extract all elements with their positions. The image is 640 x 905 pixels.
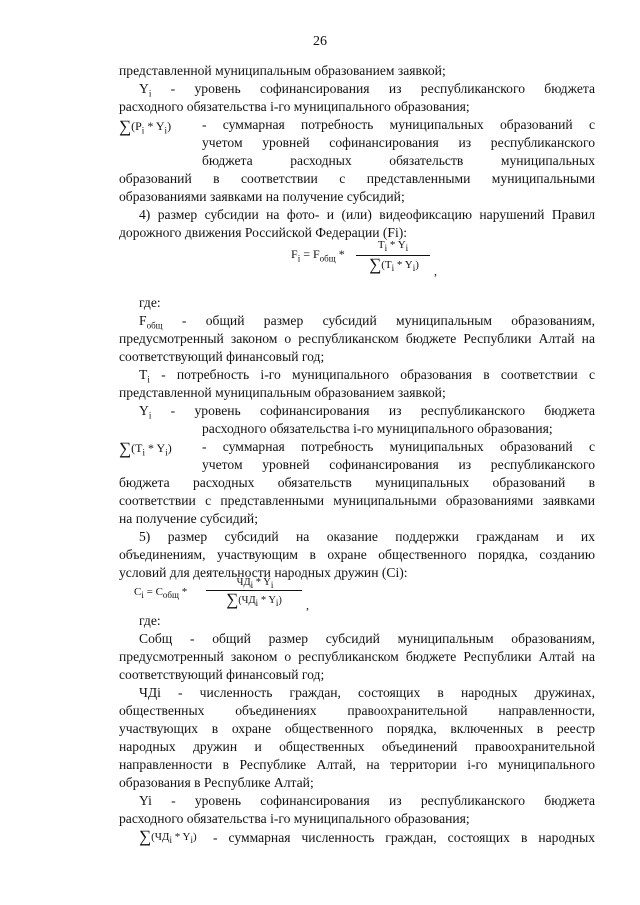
- subscript: i: [142, 447, 145, 458]
- subscript: i: [297, 253, 301, 264]
- sum-p-y-formula: [119, 117, 171, 139]
- formula-part: C: [155, 586, 163, 598]
- subscript: i: [141, 125, 145, 136]
- subscript: i: [250, 580, 254, 591]
- subscript: i: [405, 243, 409, 254]
- var-f: F: [139, 313, 147, 328]
- subscript: i: [148, 88, 152, 99]
- text-line: участвующих в охране общественного порядка, включенных в реестр: [119, 721, 595, 736]
- formula-part: ЧД: [236, 577, 251, 588]
- subscript: i: [270, 580, 274, 591]
- sigma-symbol: ∑: [119, 439, 132, 458]
- text-line: предусмотренный законом о республиканском бюджете Республики Алтай на: [119, 331, 595, 346]
- formula-part: (ЧД: [238, 595, 256, 606]
- sigma-symbol: ∑: [369, 255, 382, 274]
- text-line: Yi - уровень софинансирования из республиканского бюджета: [139, 793, 595, 808]
- text-line: на получение субсидий;: [119, 511, 258, 526]
- text-line: представленной муниципальным образованием заявкой;: [119, 63, 446, 78]
- text-line: - суммарная численность граждан, состоящих в народных: [213, 830, 595, 845]
- sum-chd-y-formula: [139, 828, 197, 849]
- formula-ci-denominator: [204, 591, 304, 612]
- formula-part: C: [134, 586, 142, 598]
- definition-text: - уровень софинансирования из республиканского бюджета: [170, 81, 595, 96]
- subscript: i: [412, 263, 416, 274]
- text-line: условий для деятельности народных дружин (Ci):: [119, 565, 408, 580]
- formula-part: ): [167, 119, 172, 133]
- subscript: i: [169, 835, 172, 846]
- formula-part: * Y: [171, 831, 191, 843]
- text-line: 5) размер субсидий на оказание поддержки гражданам и их: [139, 529, 595, 544]
- formula-part: =: [303, 247, 310, 261]
- formula-part: Y: [397, 239, 406, 251]
- subscript: i: [190, 835, 194, 846]
- formula-fi-denominator: [354, 256, 434, 277]
- formula-part: *: [255, 577, 262, 588]
- formula-part: ): [167, 441, 172, 455]
- var-t: T: [139, 367, 148, 382]
- text-line: - суммарная потребность муниципальных образований с: [202, 117, 595, 132]
- formula-part: Y: [268, 595, 276, 606]
- text-line: общественных объединениях правоохранительной направленности,: [119, 703, 595, 718]
- subscript: i: [147, 374, 150, 385]
- text-line: направленности в Республике Алтай, на территории i-го муниципального: [119, 757, 595, 772]
- text-line: соответствии с представленными муниципальными образованиями заявками: [119, 493, 595, 508]
- subscript: i: [164, 125, 168, 136]
- formula-part: *: [338, 247, 345, 261]
- subscript: i: [141, 590, 144, 601]
- text-line: где:: [139, 295, 161, 310]
- text-line: расходного обязательства i-го муниципального образования;: [119, 99, 470, 114]
- formula-fi-lhs: [291, 245, 345, 267]
- subscript: i: [384, 243, 388, 254]
- subscript: i: [255, 598, 259, 609]
- text-line: предусмотренный законом о республиканском бюджете Республики Алтай на: [119, 649, 595, 664]
- text-line: бюджета расходных обязательств муниципальных образований в: [119, 475, 595, 490]
- text-line: соответствующий финансовый год;: [119, 667, 325, 682]
- text-line: где:: [139, 613, 161, 628]
- formula-part: Y: [404, 259, 413, 271]
- formula-part: ): [415, 259, 419, 271]
- formula-part: * Y: [144, 441, 166, 455]
- text-line: образований в соответствии с представленными муниципальными: [119, 171, 595, 186]
- sum-t-y-formula: [119, 439, 172, 461]
- text-line: объединениям, участвующим в охране общественного порядка, созданию: [119, 547, 595, 562]
- formula-part: ): [193, 831, 197, 843]
- formula-part: ): [278, 595, 282, 606]
- formula-fi-numerator: [368, 236, 418, 257]
- subscript: i: [165, 447, 168, 458]
- definition-text: - потребность i-го муниципального образования в соответствии с: [161, 367, 595, 382]
- text-line: - суммарная потребность муниципальных образований с: [202, 439, 595, 454]
- definition-text: - общий размер субсидий муниципальным образованиям,: [181, 313, 595, 328]
- subscript: i: [391, 263, 395, 274]
- text-line: соответствующий финансовый год;: [119, 349, 325, 364]
- formula-ci-lhs: [134, 583, 187, 604]
- text-line: образования в Республике Алтай;: [119, 775, 314, 790]
- text-line: представленной муниципальным образованием заявкой;: [119, 385, 446, 400]
- formula-part: (P: [131, 119, 142, 133]
- text-line: расходного обязательства i-го муниципального образования;: [119, 811, 470, 826]
- formula-comma: ,: [306, 598, 309, 612]
- formula-part: *: [260, 595, 267, 606]
- formula-comma: ,: [434, 264, 437, 278]
- text-line: Cобщ - общий размер субсидий муниципальным образованиям,: [139, 631, 595, 646]
- text-line: дорожного движения Российской Федерации (Fi):: [119, 225, 408, 240]
- text-line: учетом уровней софинансирования из республиканского: [202, 135, 595, 150]
- subscript: общ: [146, 320, 163, 331]
- text-line: народных дружин и общественных объединений правоохранительной: [119, 739, 595, 754]
- subscript: общ: [319, 253, 336, 264]
- subscript: i: [275, 598, 279, 609]
- var-y: Y: [139, 81, 149, 96]
- formula-part: (ЧД: [151, 831, 170, 843]
- text-line: 4) размер субсидии на фото- и (или) видеофиксацию нарушений Правил: [139, 207, 595, 222]
- text-line: учетом уровней софинансирования из республиканского: [202, 457, 595, 472]
- formula-part: F: [312, 247, 320, 261]
- var-y: Y: [139, 403, 149, 418]
- formula-part: (T: [131, 441, 143, 455]
- formula-part: *: [181, 586, 188, 598]
- formula-part: F: [291, 247, 298, 261]
- text-line: бюджета расходных обязательств муниципальных: [202, 153, 595, 168]
- formula-part: *: [396, 259, 403, 271]
- text-line: расходного обязательства i-го муниципального образования;: [202, 421, 553, 436]
- text-line: ЧДi - численность граждан, состоящих в народных дружинах,: [139, 685, 595, 700]
- sigma-symbol: ∑: [119, 117, 132, 136]
- formula-part: T: [377, 239, 385, 251]
- text-line: образованиями заявками на получение субсидий;: [119, 189, 405, 204]
- formula-part: =: [146, 586, 153, 598]
- formula-part: Y: [263, 577, 271, 588]
- definition-text: - уровень софинансирования из республиканского бюджета: [170, 403, 595, 418]
- subscript: общ: [162, 590, 179, 601]
- formula-part: (T: [381, 259, 392, 271]
- formula-part: * Y: [144, 119, 165, 133]
- sigma-symbol: ∑: [226, 590, 239, 609]
- formula-part: *: [389, 239, 396, 251]
- sigma-symbol: ∑: [139, 827, 152, 846]
- subscript: i: [148, 410, 152, 421]
- page-number: 26: [313, 34, 327, 49]
